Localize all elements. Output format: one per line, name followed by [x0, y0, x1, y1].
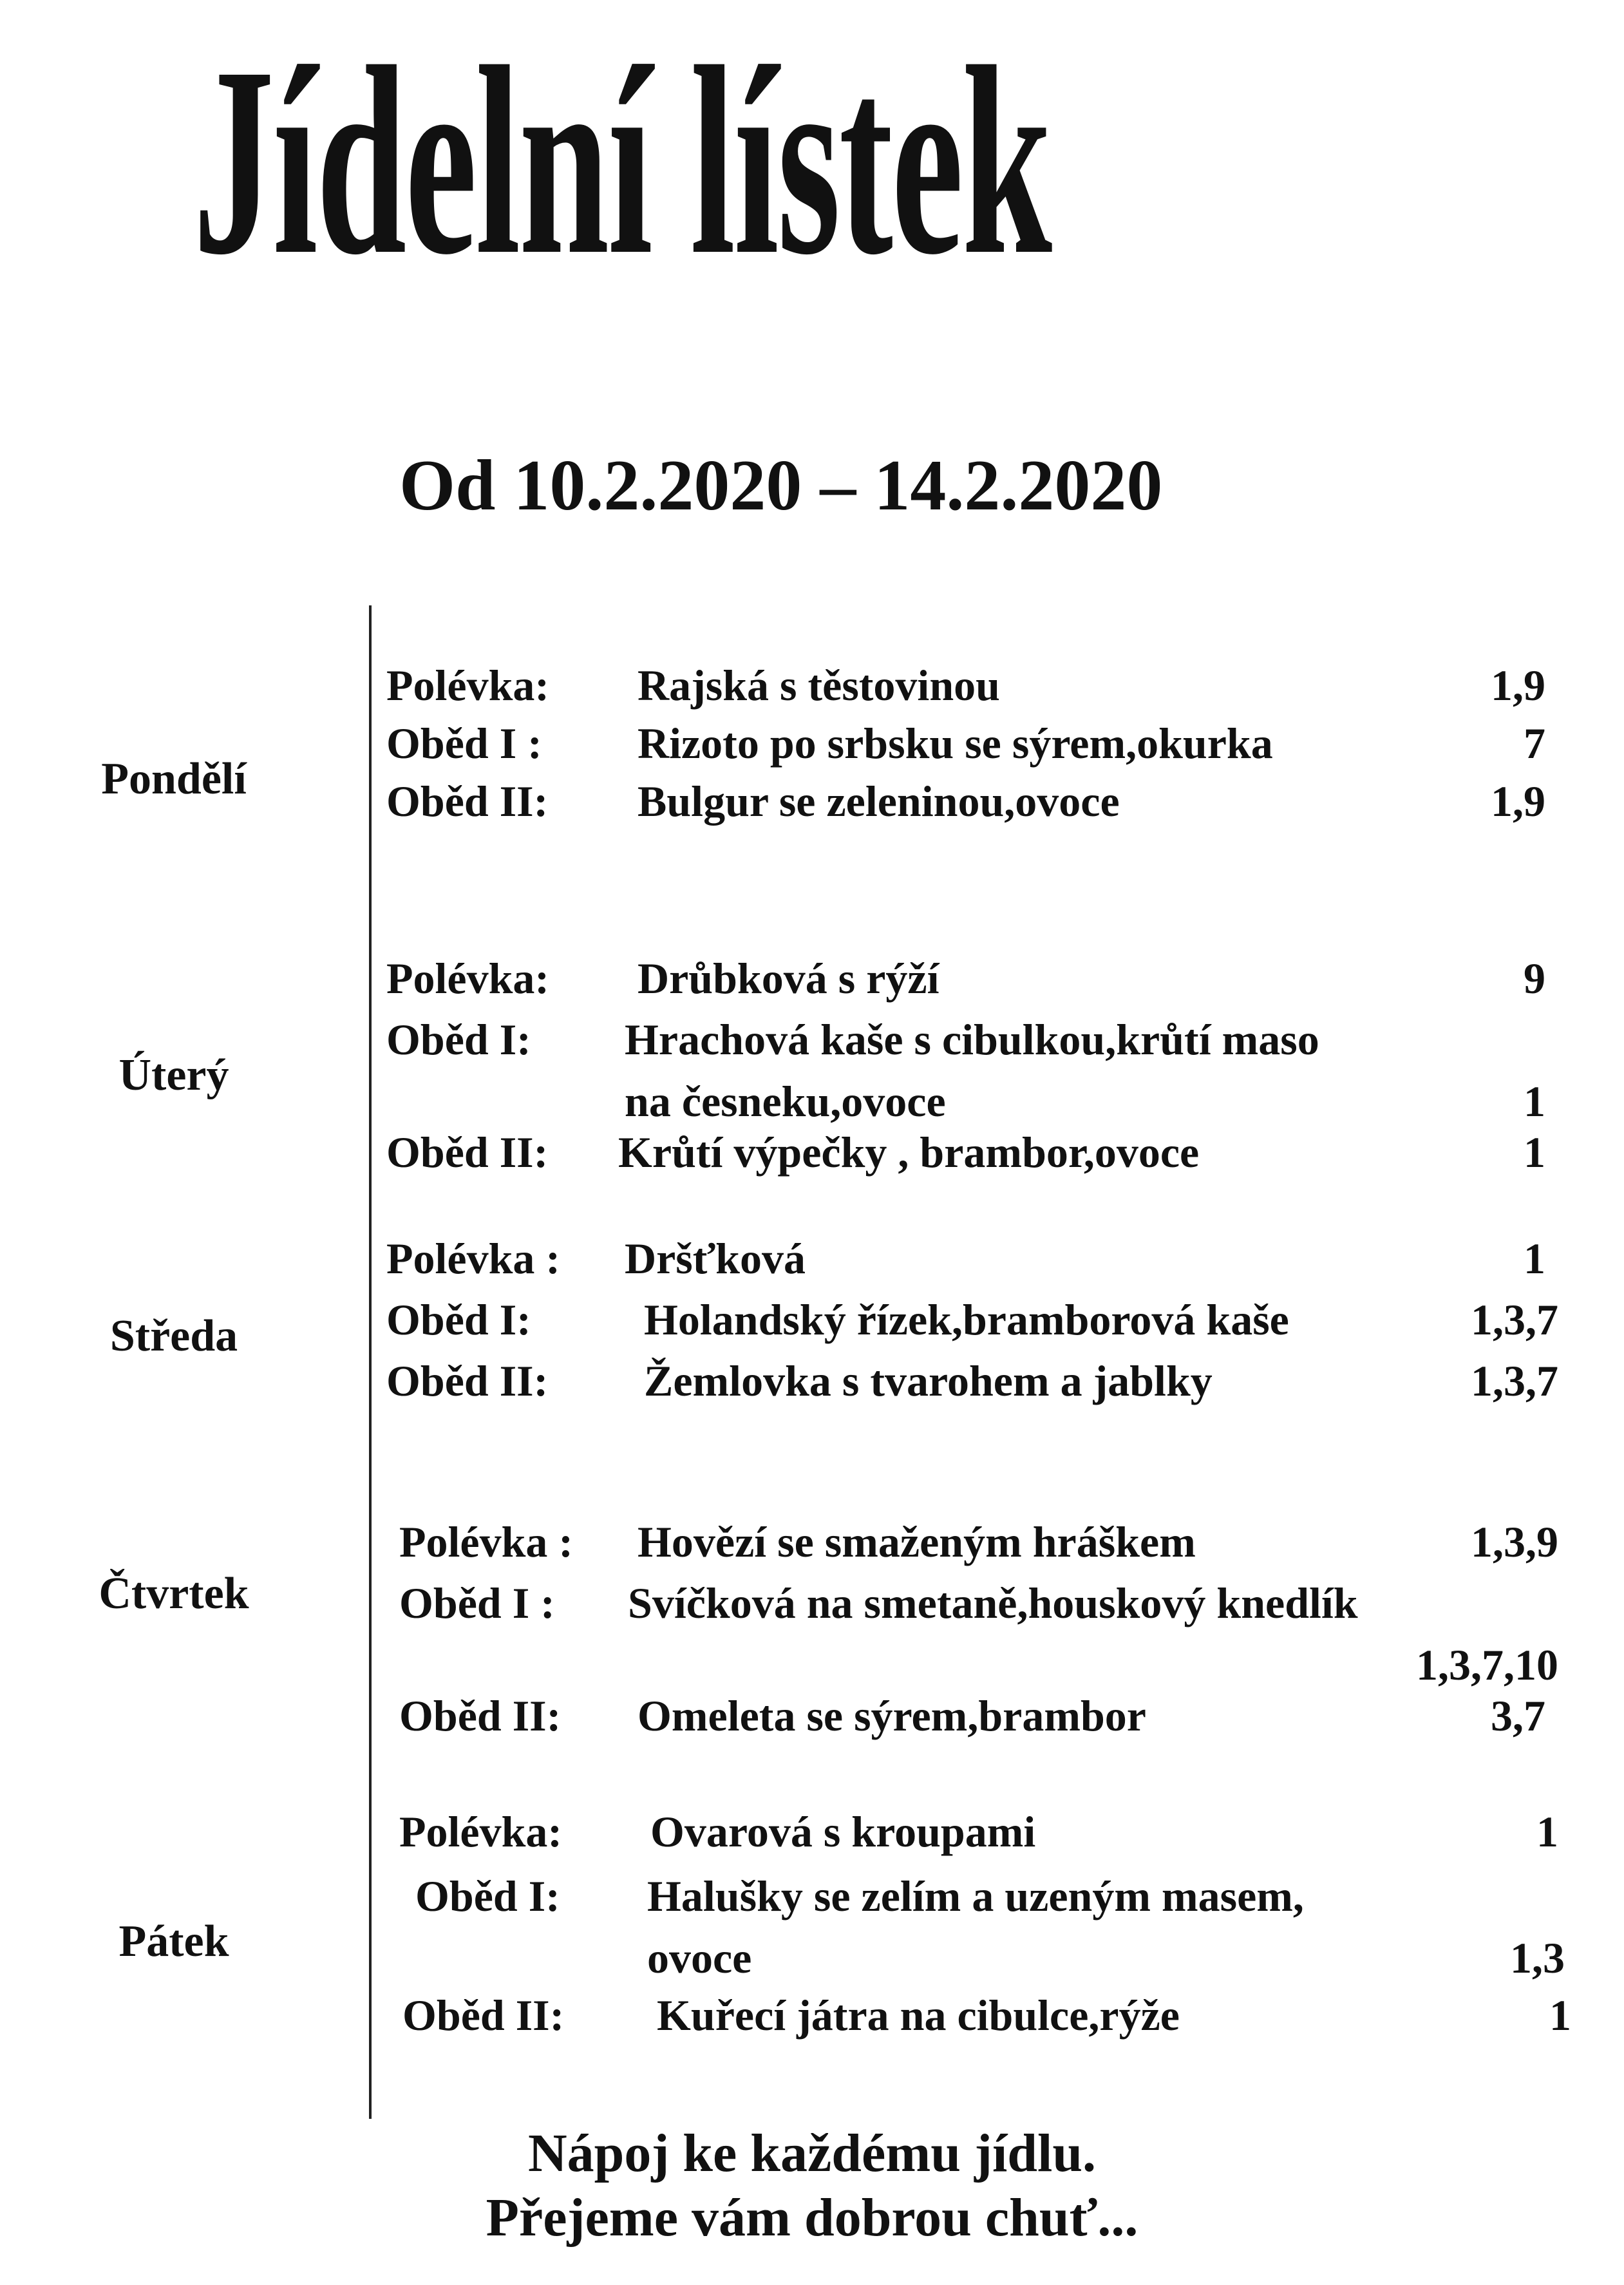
menu-item — [386, 1691, 1584, 1755]
meal-dish: Žemlovka s tvarohem a jablky — [644, 1356, 1213, 1405]
meal-label: Oběd II: — [399, 1691, 562, 1740]
day-label: Pátek — [118, 1917, 229, 1966]
menu-item — [386, 1517, 1584, 1581]
meal-allergens: 1,3,9 — [1471, 1517, 1558, 1566]
menu-item — [386, 776, 1584, 840]
menu-item — [386, 1233, 1584, 1298]
meal-allergens: 1 — [1524, 1234, 1545, 1283]
divider-line — [369, 605, 372, 2119]
meal-dish: Holandský řízek,bramborová kaše — [644, 1295, 1289, 1344]
menu-item — [386, 1014, 1584, 1143]
meal-allergens: 1,3,7 — [1471, 1295, 1558, 1344]
meal-label: Polévka: — [386, 954, 550, 1003]
meal-allergens: 7 — [1524, 719, 1545, 768]
meal-allergens: 3,7 — [1491, 1691, 1545, 1740]
date-range: Od 10.2.2020 – 14.2.2020 — [399, 446, 1163, 526]
menu-item — [386, 1578, 1584, 1707]
meal-allergens: 1 — [1524, 1128, 1545, 1177]
menu-item — [386, 953, 1584, 1018]
meal-dish: Halušky se zelím a uzeným masem, — [647, 1872, 1304, 1920]
meal-label: Polévka : — [399, 1517, 574, 1566]
meal-label: Oběd I: — [386, 1015, 531, 1064]
meal-label: Polévka: — [399, 1807, 563, 1856]
meal-allergens: 1 — [1549, 1991, 1571, 2040]
meal-allergens: 1,9 — [1491, 777, 1545, 826]
meal-dish: Bulgur se zeleninou,ovoce — [637, 777, 1120, 826]
meal-label: Polévka: — [386, 661, 550, 710]
meal-allergens: 9 — [1524, 954, 1545, 1003]
meal-allergens: 1,9 — [1491, 661, 1545, 710]
day-label: Čtvrtek — [99, 1569, 249, 1618]
meal-allergens: 1 — [1536, 1807, 1558, 1856]
meal-label: Oběd I : — [386, 719, 542, 768]
meal-dish: Drůbková s rýží — [637, 954, 939, 1003]
meal-dish-line2: na česneku,ovoce — [625, 1077, 946, 1126]
menu-item — [386, 1871, 1584, 2000]
meal-allergens: 1,3,7 — [1471, 1356, 1558, 1405]
meal-label: Oběd II: — [386, 1356, 549, 1405]
day-label: Úterý — [118, 1050, 229, 1100]
meal-label: Oběd I: — [386, 1295, 531, 1344]
footer-drink-note: Nápoj ke každému jídlu. — [527, 2123, 1097, 2183]
meal-dish: Rizoto po srbsku se sýrem,okurka — [637, 719, 1273, 768]
menu-item — [386, 1294, 1584, 1359]
meal-dish: Krůtí výpečky , brambor,ovoce — [618, 1128, 1200, 1177]
meal-dish: Ovarová s kroupami — [650, 1807, 1036, 1856]
meal-allergens: 1,3 — [1510, 1933, 1565, 1982]
meal-dish: Kuřecí játra na cibulce,rýže — [657, 1991, 1180, 2040]
footer-greeting: Přejeme vám dobrou chuť... — [486, 2188, 1138, 2248]
day-label: Pondělí — [101, 754, 247, 804]
menu-item — [386, 1356, 1584, 1420]
meal-allergens: 1 — [1524, 1077, 1545, 1126]
menu-item — [386, 1127, 1584, 1191]
meal-label: Oběd I : — [399, 1579, 555, 1627]
meal-dish: Omeleta se sýrem,brambor — [637, 1691, 1146, 1740]
meal-label: Oběd I: — [415, 1872, 560, 1920]
meal-label: Oběd II: — [386, 1128, 549, 1177]
meal-label: Oběd II: — [386, 777, 549, 826]
meal-label: Oběd II: — [402, 1991, 565, 2040]
menu-item — [386, 1990, 1584, 2054]
meal-dish-line2: ovoce — [647, 1933, 752, 1982]
meal-dish: Dršťková — [625, 1234, 806, 1283]
menu-item — [386, 718, 1584, 782]
page-title: Jídelní lístek — [193, 11, 1051, 310]
meal-dish: Hovězí se smaženým hráškem — [637, 1517, 1196, 1566]
menu-item — [386, 1806, 1584, 1871]
meal-dish: Svíčková na smetaně,houskový knedlík — [628, 1579, 1358, 1627]
meal-dish: Rajská s těstovinou — [637, 661, 1000, 710]
menu-item — [386, 660, 1584, 725]
meal-dish: Hrachová kaše s cibulkou,krůtí maso — [625, 1015, 1319, 1064]
meal-allergens: 1,3,7,10 — [1416, 1640, 1558, 1689]
meal-label: Polévka : — [386, 1234, 561, 1283]
day-label: Středa — [109, 1311, 238, 1361]
